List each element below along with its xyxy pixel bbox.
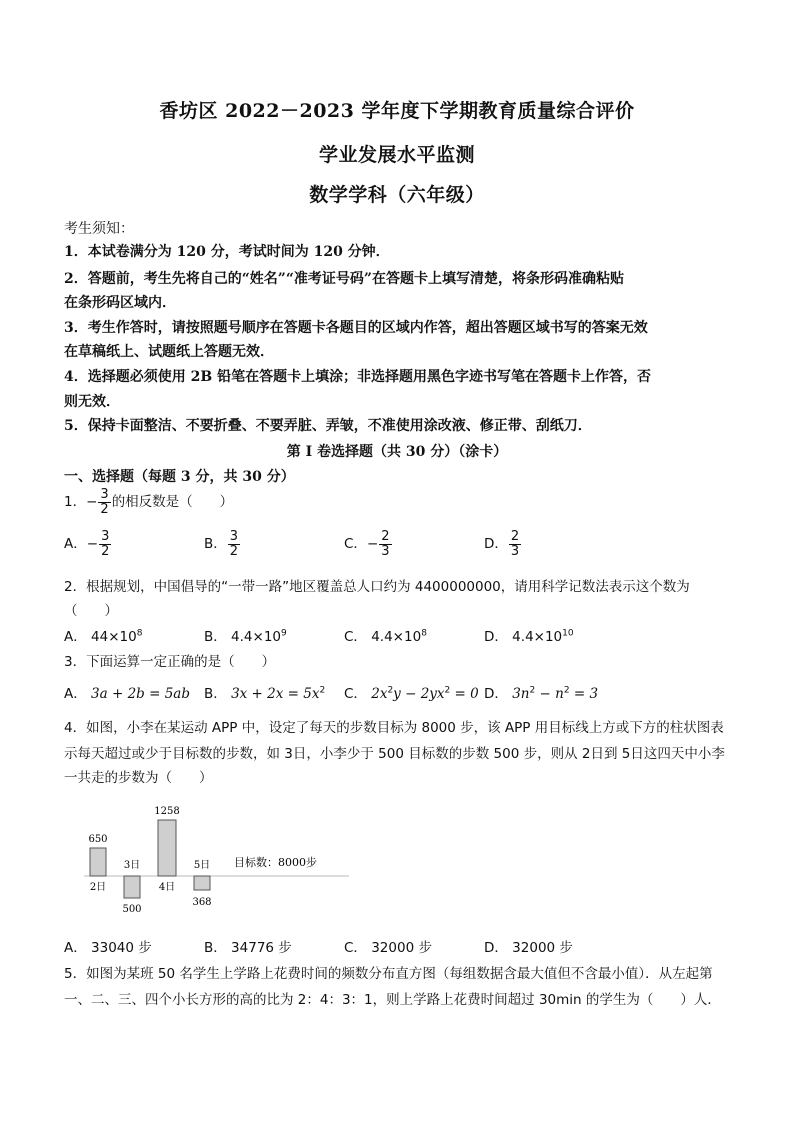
- question-3: 3．下面运算一定正确的是（ ）: [64, 654, 276, 670]
- bar-day3-label: 3日: [123, 860, 141, 871]
- q3-option-d: D． $3n^2 - n^2 = 3$: [484, 685, 599, 702]
- q3-options: [64, 682, 764, 704]
- q2-option-d: D． $4.4\times 10^{10}$: [484, 628, 574, 645]
- q4-option-a: A． 33040 步: [64, 940, 152, 956]
- q2-option-a: A． $44\times 10^8$: [64, 628, 143, 645]
- q4-option-d: D． 32000 步: [484, 940, 573, 956]
- notice-item-4-cont: 则无效．: [64, 394, 120, 410]
- question-5: 5．如图为某班 50 名学生上学路上花费时间的频数分布直方图（每组数据含最大值但不含最小值）．从左起第: [64, 966, 713, 982]
- notice-item-3-cont: 在草稿纸上、试题纸上答题无效．: [64, 344, 274, 360]
- bar-day3-value: 500: [122, 904, 142, 915]
- q3-option-c: C． $2x^2y - 2yx^2 = 0$: [344, 685, 479, 702]
- notice-item-4: 4．选择题必须使用 2B 铅笔在答题卡上填涂；非选择题用黑色字迹书写笔在答题卡上作答，否: [64, 369, 652, 385]
- bar-day2: [90, 848, 106, 876]
- q1-option-c: C．− $\frac{2}{3}$: [344, 529, 390, 559]
- part1-title: 第 I 卷选择题（共 30 分）（涂卡）: [286, 444, 508, 460]
- steps-figure: [84, 798, 354, 918]
- q1-options: [64, 530, 764, 570]
- q3-option-b: B． $3x + 2x = 5x^2$: [204, 685, 326, 702]
- q2-option-b: B． $4.4\times 10^9$: [204, 628, 287, 645]
- bar-day5-label: 5日: [193, 860, 211, 871]
- bar-day5-value: 368: [192, 897, 212, 908]
- question-2-cont: （ ）: [64, 603, 118, 619]
- bar-day5: [194, 876, 210, 890]
- bar-day2-label: 2日: [89, 882, 107, 893]
- q4-options: [64, 936, 764, 958]
- exam-subtitle: 学业发展水平监测: [318, 144, 475, 166]
- exam-title: 香坊区 2022－2023 学年度下学期教育质量综合评价: [159, 100, 635, 122]
- bar-day4-label: 4日: [158, 882, 176, 893]
- q1-option-d: D． $\frac{2}{3}$: [484, 529, 520, 559]
- notice-item-5: 5．保持卡面整洁、不要折叠、不要弄脏、弄皱，不准使用涂改液、修正带、刮纸刀．: [64, 418, 592, 434]
- question-1: 1．− $\frac{3}{2}$ 的相反数是（ ）: [64, 487, 234, 517]
- section-choice: 一、选择题（每题 3 分，共 30 分）: [64, 469, 295, 485]
- target-label: 目标数：8000步: [234, 856, 317, 869]
- q4-option-c: C． 32000 步: [344, 940, 432, 956]
- question-4-line3: 一共走的步数为（ ）: [64, 770, 213, 786]
- notice-item-2-cont: 在条形码区域内．: [64, 295, 176, 311]
- q2-option-c: C． $4.4\times 10^8$: [344, 628, 427, 645]
- notice-heading: 考生须知：: [64, 221, 134, 237]
- q4-option-b: B． 34776 步: [204, 940, 292, 956]
- question-4-line2: 示每天超过或少于目标数的步数，如 3日，小李少于 500 目标数的步数 500 步，则从 2日到 5日这四天中小李: [64, 746, 725, 762]
- bar-day3: [124, 876, 140, 898]
- notice-item-2: 2．答题前，考生先将自己的“姓名”“准考证号码”在答题卡上填写清楚，将条形码准确粘贴: [64, 271, 624, 287]
- question-2: 2．根据规划，中国倡导的“一带一路”地区覆盖总人口约为 4400000000，请用科学记数法表示这个数为: [64, 579, 690, 595]
- q3-option-a: A． 3a + 2b = 5ab: [64, 686, 190, 702]
- question-5-line2: 一、二、三、四个小长方形的高的比为 2：4：3：1，则上学路上花费时间超过 30min 的学生为（ ）人．: [64, 992, 721, 1008]
- notice-item-1: 1．本试卷满分为 120 分，考试时间为 120 分钟．: [64, 244, 390, 260]
- q1-option-b: B． $\frac{3}{2}$: [204, 529, 239, 559]
- bar-day4: [158, 820, 176, 876]
- notice-item-3: 3．考生作答时，请按照题号顺序在答题卡各题目的区域内作答，超出答题区域书写的答案无效: [64, 320, 648, 336]
- q2-options: [64, 625, 764, 647]
- question-4: 4．如图，小李在某运动 APP 中，设定了每天的步数目标为 8000 步，该 APP 用目标线上方或下方的柱状图表: [64, 720, 724, 736]
- exam-subject: 数学学科（六年级）: [309, 184, 485, 206]
- q1-option-a: A．− $\frac{3}{2}$: [64, 529, 110, 559]
- q1-fraction: $\frac{3}{2}$: [100, 487, 109, 517]
- bar-day4-value: 1258: [154, 806, 180, 817]
- bar-day2-value: 650: [88, 834, 108, 845]
